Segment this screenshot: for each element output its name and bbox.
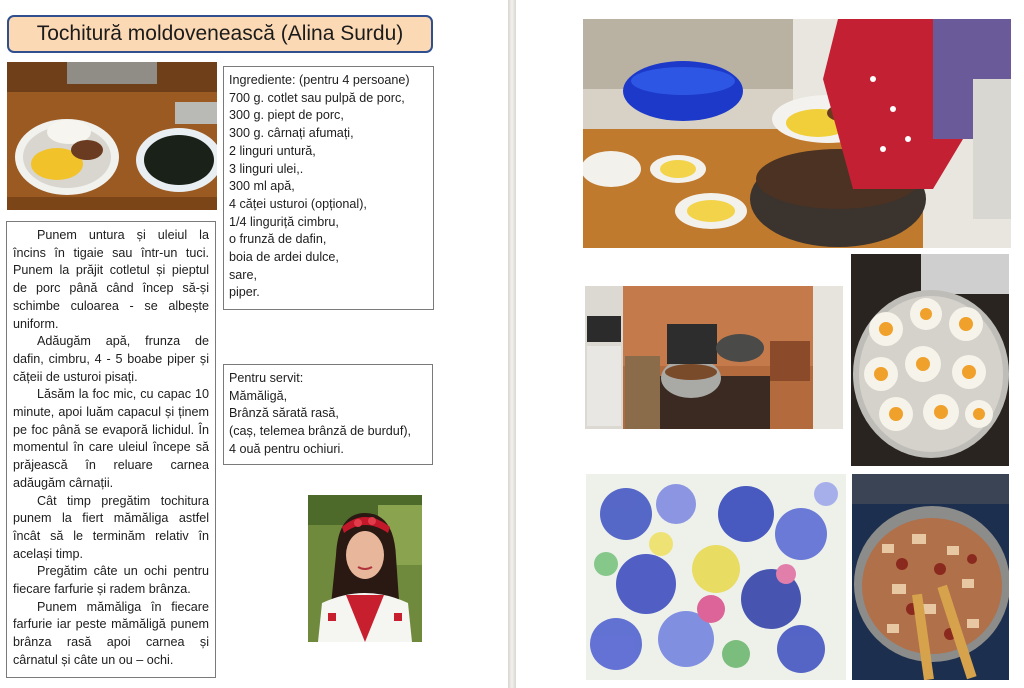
serving-item: (caș, telemea brânză de burduf), bbox=[229, 424, 412, 439]
serving-box bbox=[223, 364, 433, 465]
serving-item: Mămăligă, bbox=[229, 388, 288, 403]
serving-item: 4 ouă pentru ochiuri. bbox=[229, 441, 344, 456]
method-paragraph: Punem untura și uleiul la încins în tigaie sau într-un tuci. Punem la prăjit cotletul și pieptul de porc până când încep să-și schimbe culoarea - se albește uniform. bbox=[13, 228, 209, 331]
ingredient-item: sare, bbox=[229, 267, 257, 282]
ingredient-item: 1/4 linguriță cimbru, bbox=[229, 214, 339, 229]
plated-dish-photo bbox=[7, 62, 217, 210]
kitchen-stove-photo bbox=[585, 286, 843, 429]
ingredient-item: 2 linguri untură, bbox=[229, 143, 316, 158]
right-page bbox=[516, 0, 1024, 688]
method-paragraph: Lăsăm la foc mic, cu capac 10 minute, apoi luăm capacul și ținem pe foc până se evaporă lichidul. În momentul în care uleiul începe să prăjească în reluare carnea adăugăm cârnații. bbox=[13, 387, 209, 490]
serving-tochitura-photo bbox=[583, 19, 1011, 248]
ingredients-box bbox=[223, 66, 434, 310]
author-portrait-photo bbox=[308, 495, 422, 642]
ingredient-item: 300 ml apă, bbox=[229, 179, 295, 194]
serving-heading: Pentru servit: bbox=[229, 371, 304, 385]
method-paragraph: Cât timp pregătim tochitura punem la fiert mămăliga astfel încât să le terminăm relativ în același timp. bbox=[13, 493, 209, 561]
recipe-title: Tochitură moldovenească (Alina Surdu) bbox=[7, 15, 433, 53]
method-box bbox=[6, 221, 216, 678]
ingredient-item: 700 g. cotlet sau pulpă de porc, bbox=[229, 90, 405, 105]
ingredient-item: o frunză de dafin, bbox=[229, 232, 327, 247]
serving-item: Brânză sărată rasă, bbox=[229, 406, 339, 421]
left-page bbox=[0, 0, 508, 688]
ingredient-item: piper. bbox=[229, 285, 260, 300]
method-paragraph: Punem mămăliga în fiecare farfurie iar peste mămăligă punem brânza rasă apoi carnea și cârnatul și câte un ou – ochi. bbox=[13, 599, 209, 667]
ingredient-item: boia de ardei dulce, bbox=[229, 250, 339, 265]
ingredient-item: 300 g. piept de porc, bbox=[229, 108, 344, 123]
meat-pot-photo bbox=[852, 474, 1009, 680]
method-paragraph: Adăugăm apă, frunza de dafin, cimbru, 4 - 5 boabe piper și cățeii de usturoi pisați. bbox=[13, 334, 209, 384]
method-paragraph: Pregătim câte un ochi pentru fiecare farfurie și radem brânza. bbox=[13, 564, 209, 597]
fried-eggs-photo bbox=[851, 254, 1009, 466]
ingredient-item: 3 linguri ulei,. bbox=[229, 161, 304, 176]
flower-painting bbox=[586, 474, 846, 680]
ingredient-item: 4 căței usturoi (opțional), bbox=[229, 196, 367, 211]
ingredients-heading: Ingrediente: (pentru 4 persoane) bbox=[229, 73, 410, 87]
book-gutter bbox=[508, 0, 516, 688]
ingredient-item: 300 g. cârnați afumați, bbox=[229, 126, 354, 141]
